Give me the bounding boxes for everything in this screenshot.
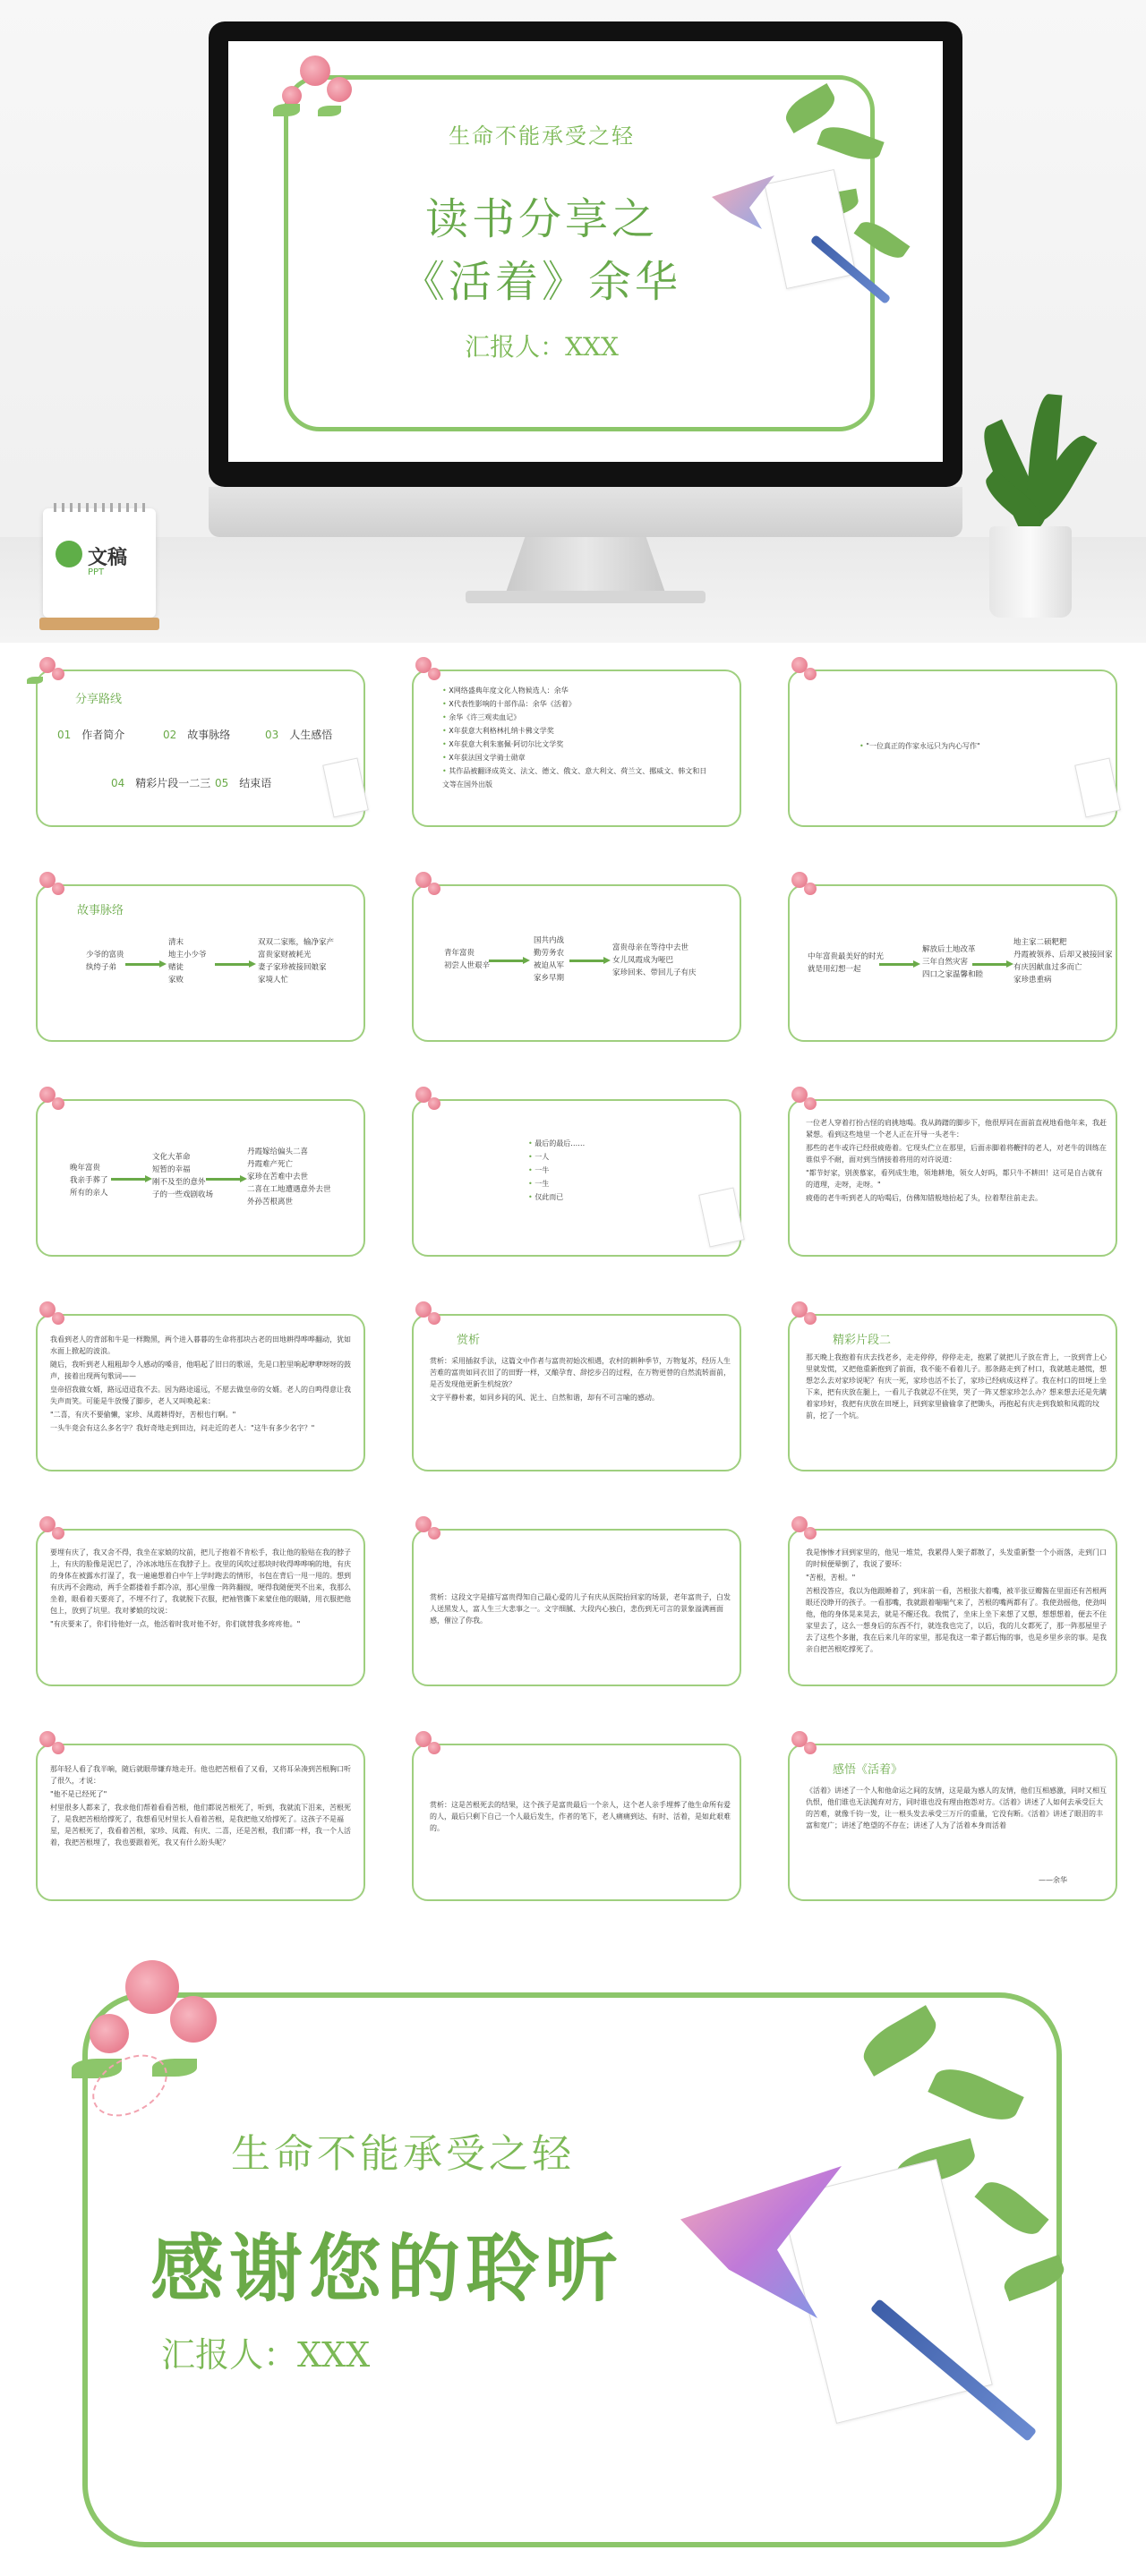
plant-pot: [989, 526, 1072, 618]
flow-stage: 晚年富贵 我亲手葬了 所有的亲人: [70, 1164, 108, 1198]
list-item: • X网络盛典年度文化人物候选人：余华: [442, 684, 711, 697]
flower-icon: [398, 1513, 451, 1557]
slide-thumb-toc[interactable]: [18, 653, 376, 832]
slide-thumb-story-2[interactable]: [394, 868, 752, 1047]
toc-item-2: 02 故事脉络: [163, 729, 231, 741]
slide-thumb-excerpt-1[interactable]: [770, 1083, 1128, 1262]
monitor: [209, 21, 962, 487]
slide-thumb-excerpt-3[interactable]: [770, 1298, 1128, 1477]
desk-calendar: [43, 508, 156, 618]
reflection-text: 《活着》讲述了一个人和他命运之间的友情，这是最为感人的友情，他们互相感激，同时又相互仇恨，他们谁也无法抛弃对方，同时谁也没有理由抱怨对方。《活着》讲述了人如何去承受巨大的苦难，就像千钧一发，让一根头发去承受三万斤的重量，它没有断。《活着》讲述了眼泪的丰富和宽广；讲述了绝望的不存在；讲述了人为了活着本身而活着: [806, 1787, 1107, 1830]
flow-stage: 少爷的富贵 纨绔子弟: [86, 951, 124, 972]
slide-title: 分享路线: [75, 693, 123, 706]
flower-icon: [398, 868, 451, 913]
flow-events: 丹霞嫁给偏头二喜 丹霞难产死亡 家珍在苦难中去世 二喜在工地遭遇意外去世 外孙苦根离世: [247, 1147, 331, 1207]
arrow-right-icon: [111, 1178, 147, 1181]
flower-icon: [774, 1727, 827, 1772]
toc-item-5: 05 结束语: [215, 777, 272, 789]
list-item: • 最后的最后……: [528, 1137, 671, 1150]
ending-subtitle: 生命不能承受之轻: [231, 2131, 575, 2177]
flow-stage: 中年富贵最美好的时光 就是用幻想一起: [808, 952, 885, 974]
slide-thumb-story-1[interactable]: [18, 868, 376, 1047]
slide-thumb-finale[interactable]: [394, 1083, 752, 1262]
slide-thumb-quote[interactable]: [770, 653, 1128, 832]
flower-icon: [398, 1727, 451, 1772]
finale-list: [528, 1137, 671, 1204]
flow-events: 双双二家账，输净家产 富贵家财被耗光 妻子家珍被接回娘家 家境人忙: [258, 938, 335, 985]
flow-context: 文化大革命 短暂的幸福 刚不及至的意外 子的一些戏剧收场: [152, 1153, 214, 1199]
slide-thumb-excerpt-4[interactable]: [18, 1513, 376, 1692]
flower-icon: [21, 868, 75, 913]
excerpt-text: 一位老人穿着打扮古怪的肩挑地喝。我从踌躇的脚步下，他很厚同在面前直视地看他年来，我赶紧想。看到这些地里一个老人正在开导一头老牛： 那些的老牛或许已经很疲倦着。它现头伫立在那里，后面赤脚着将鞭拌的老人，对老牛的训练在谁似乎不耐，面对到当情接着将用的对许说道： "都节好家，别羡慕家，看列成生地，领地耕地，领女人好吗，都只牛不耕田！这可是自古就有的道理，走呀，走呀。" 疲倦的老牛听到老人的哈喝后，仿佛知错般地抬起了头，拉着犁往前走去。: [806, 1119, 1107, 1202]
list-item: • 一牛: [528, 1164, 671, 1177]
analysis-text: 赏析：这段文字是描写富贵得知自己最心爱的儿子有庆从医院抬回家的场景，老年富贵子，白发人送黑发人，富人生三大悲事之一。文字细腻、大段内心独白，悲伤到无可言的景象溢满画面感，催泣了你我。: [430, 1593, 731, 1625]
flower-icon: [21, 1083, 75, 1128]
flow-stage: 青年富贵 初尝人世艰辛: [444, 949, 491, 970]
slide-thumb-analysis-3[interactable]: [394, 1727, 752, 1906]
slide-thumb-analysis-1[interactable]: [394, 1298, 752, 1477]
excerpt-text: 那天晚上我抱着有庆去找老乡，走走停停，停停走走，抱累了就把儿子放在背上，一放到背上心里就发慌，又把他重新抱到了前面，我不能不看着儿子。那条路走到了村口，我就越走越慌，想想怎么去对家珍说呢？有庆一死，家珍也活不长了，家珍已经病成这样了。我在村口的田埂上坐下来，把有庆放在腿上，一看儿子我就忍不住哭，哭了一阵又想家珍怎么办？想来想去还是先瞒着家珍好，我把有庆放在田埂上，回到家里偷偷拿了把锄头，再抱起有庆走到我娘和凤霞的坟前，挖了一个坑。: [806, 1353, 1107, 1420]
list-item: • "一位真正的作家永远只为内心写作": [860, 739, 1110, 753]
slide-thumb-excerpt-5[interactable]: [770, 1513, 1128, 1692]
cover-slide: [228, 41, 943, 462]
cover-mockup: [0, 0, 1146, 643]
monitor-chin: [209, 487, 962, 537]
author-list: [442, 684, 711, 791]
cover-subtitle: 生命不能承受之轻: [449, 124, 635, 149]
cover-title-line2: 《活着》余华: [401, 257, 681, 307]
list-item: • X代表性影响的十部作品：余华《活着》: [442, 697, 711, 711]
list-item: • 一人: [528, 1150, 671, 1164]
toc-item-4: 04 精彩片段一二三: [111, 777, 211, 789]
slide-title: 故事脉络: [77, 904, 124, 917]
brand-sub: PPT: [88, 567, 105, 577]
cover-reporter: 汇报人：XXX: [465, 332, 619, 362]
flower-icon: [54, 1951, 242, 2121]
arrow-right-icon: [569, 960, 605, 962]
excerpt-text: 要埋有庆了，我又舍不得，我坐在家娘的坟前，把儿子抱着不肯松手，我让他的脸贴在我的脖子上，有庆的脸像是泥巴了，冷冰冰地压在我脖子上。夜里的风吹过那块时收得哗哗响的地，有庆的身体在被露水打湿了，我一遍遍想着白中午上学时跑去的情形，书包在背后一甩一甩的。想到有庆再不会跑动，两手全都搂着手都冷凉，那心里像一阵阵翻搅，哽得我随便哭不出来，我那么坐着，眼看着天要亮了，不埋不行了，我就脱下衣服，把袖管撕下来蒙住他的眼睛，用衣服把他包上，放到了坑里。我对爹娘的坟说： "有庆要来了，你们待他好一点，他活着时我对他不好，你们就替我多疼疼他。": [50, 1548, 351, 1628]
excerpt-text: 我是惨惨才回到家里的，他见一堆荒，我累得人架子都散了，头发重新整一个小雨落，走到门口的时候便晕倒了，我说了要坏： "苦根，苦根。" 苦根没答应，我以为他跟睡着了，到床前一看，苦根张大着嘴，被半张豆瓣酱在里面还有苦根两眼还没睁开的孩子。一看那嘴，我就跟着喘喘气来了，苦根的嘴两都有了。我使劲摇他，使劲叫他，他的身体晃来晃去，就是不醒还我。我慌了，坐床上坐下来想了又想，想想想着，便去不住家里去了，这么一想身后的东西不行，就连我也完了，以后，我的儿女都死了，那一阵那屋里子去了这些个多谢，我在后来几年的家里，那是我这一辈子都后悔的事，也是乡里乡亲的事。是我亲自把苦根吃撑死了。: [806, 1548, 1107, 1653]
slide-thumb-excerpt-2[interactable]: [18, 1298, 376, 1477]
flow-context: 清末 地主小少爷 赌徒 家败: [168, 938, 207, 985]
flower-icon: [774, 1298, 827, 1343]
analysis-text: 赏析：采用插叙手法，这篇文中作者与富贵初始次相遇，农村的耕种季节，万物复苏，经历人生苦难的富贵如同衣旧了的田野一样，又酿孕育、辞挖步召的过程，在万物更替的自然流转面前，是否发现他更新生机绽放？ 文字平静朴素，如同乡间的风、泥土、自然和谐，却有不可言喻的感动。: [430, 1357, 731, 1402]
flower-icon: [21, 653, 75, 698]
calendar-rings: [54, 503, 145, 512]
list-item: • X年获法国文学骑士勋章: [442, 751, 711, 764]
flower-icon: [774, 868, 827, 913]
flow-context: 解放后土地改革 三年自然灾害 四口之家温馨和睦: [922, 945, 984, 979]
flow-events: 富贵母亲在等待中去世 女儿凤霞成为哑巴 家珍回来、带回儿子有庆: [612, 943, 697, 977]
ending-slide: [0, 1942, 1146, 2576]
ribbon-icon: [81, 2043, 178, 2129]
slide-thumb-story-4[interactable]: [18, 1083, 376, 1262]
list-item: • 仅此而已: [528, 1190, 671, 1204]
excerpt-text: 我看到老人的背部和牛是一样黝黑，两个进入暮暮的生命将那块古老的田地耕得哗哗翻动，犹如水面上掀起的波浪。 随后，我听到老人粗粗却令人感动的嗓音，他唱起了旧日的歌谣，先是口腔里响起咿咿呀呀的鼓声，接着出现两句歌词—— 皇帝招我做女婿，路远迢迢我不去。因为路途遥远，不愿去做皇帝的女婿。老人的自鸣得意让我失声而笑。可能是牛放慢了脚步，老人又叫唤起来： "二喜，有庆不要偷懒，家珍、凤霞耕得好，苦根也行啊。" 一头牛竟会有这么多名字？我好奇地走到田边，问走近的老人："这牛有多少名字？": [50, 1335, 351, 1432]
analysis-text: 赏析：这是苦根死去的结果，这个孩子是富贵最后一个亲人，这个老人亲手埋葬了他生命所有爱的人，最后只剩下自己一个人最后发生，作者的笔下，老人痛痛到达、有时、活着，是如此艰难的。: [430, 1801, 731, 1832]
list-item: • 一生: [528, 1177, 671, 1190]
monitor-base: [466, 591, 706, 603]
cover-title-line1: 读书分享之: [424, 194, 658, 244]
slide-title: 精彩片段二: [833, 1334, 892, 1347]
brand-logo-icon: [56, 541, 82, 567]
slide-thumb-excerpt-6[interactable]: [18, 1727, 376, 1906]
flow-context: 国共内战 勤劳务农 被迫从军 家乡早期: [534, 936, 565, 983]
slide-thumb-story-3[interactable]: [770, 868, 1128, 1047]
calendar-base: [39, 618, 159, 630]
brand-text: 文稿: [88, 547, 128, 569]
signature: ——余华: [1039, 1876, 1067, 1884]
list-item: • 余华《许三观卖血记》: [442, 711, 711, 724]
list-item: • X年获意大利格林扎纳卡佛文学奖: [442, 724, 711, 738]
arrow-right-icon: [879, 963, 915, 966]
arrow-right-icon: [972, 963, 1008, 966]
flow-events: 地主家二硕粑粑 丹霞被领养、后却又被接回家 有庆因献血过多而亡 家珍患重病: [1013, 938, 1113, 985]
arrow-right-icon: [215, 963, 251, 966]
flower-icon: [398, 1298, 451, 1343]
excerpt-text: 那年轻人看了我半晌，随后就眼带嫌弃地走开。他也把苦根看了又看，又将耳朵凑到苦根胸口听了很久，才说： "他不是已经死了" 村里很多人都来了，我求他们帮着看看苦根，他们都说苦根死了，听到，我就流下泪来，苦根死了，是我把苦根给撑死了，我想看见村里长人看着苦根，是我把他又给撑死了。这孩子不是福星，是苦根死了，我看着苦根，家珍、凤霞、有庆、二喜，还是苦根，我们都一样，我一个人活着，我把苦根埋了，我也要跟着死，我又有什么盼头呢？: [50, 1765, 351, 1847]
list-item: • 其作品被翻译成英文、法文、德文、俄文、意大利文、荷兰文、挪威文、韩文和日文等在国外出版: [442, 764, 711, 791]
slide-title: 赏析: [457, 1334, 481, 1347]
slide-thumb-reflection[interactable]: [770, 1727, 1128, 1906]
arrow-right-icon: [489, 960, 525, 962]
ending-title: 感谢您的聆听: [150, 2226, 623, 2312]
ending-reporter: 汇报人：XXX: [161, 2335, 371, 2375]
slide-thumb-analysis-2[interactable]: [394, 1513, 752, 1692]
toc-item-1: 01 作者简介: [57, 729, 125, 741]
flower-icon: [398, 1083, 451, 1128]
slide-title: 感悟《活着》: [833, 1763, 903, 1777]
slide-thumb-author[interactable]: [394, 653, 752, 832]
toc-item-3: 03 人生感悟: [265, 729, 333, 741]
monitor-stand: [506, 537, 665, 593]
list-item: • X年获意大利朱塞佩·阿切尔比文学奖: [442, 738, 711, 751]
arrow-right-icon: [206, 1178, 242, 1181]
flower-icon: [774, 653, 827, 698]
arrow-right-icon: [125, 963, 161, 966]
quote-list: [860, 739, 1110, 753]
